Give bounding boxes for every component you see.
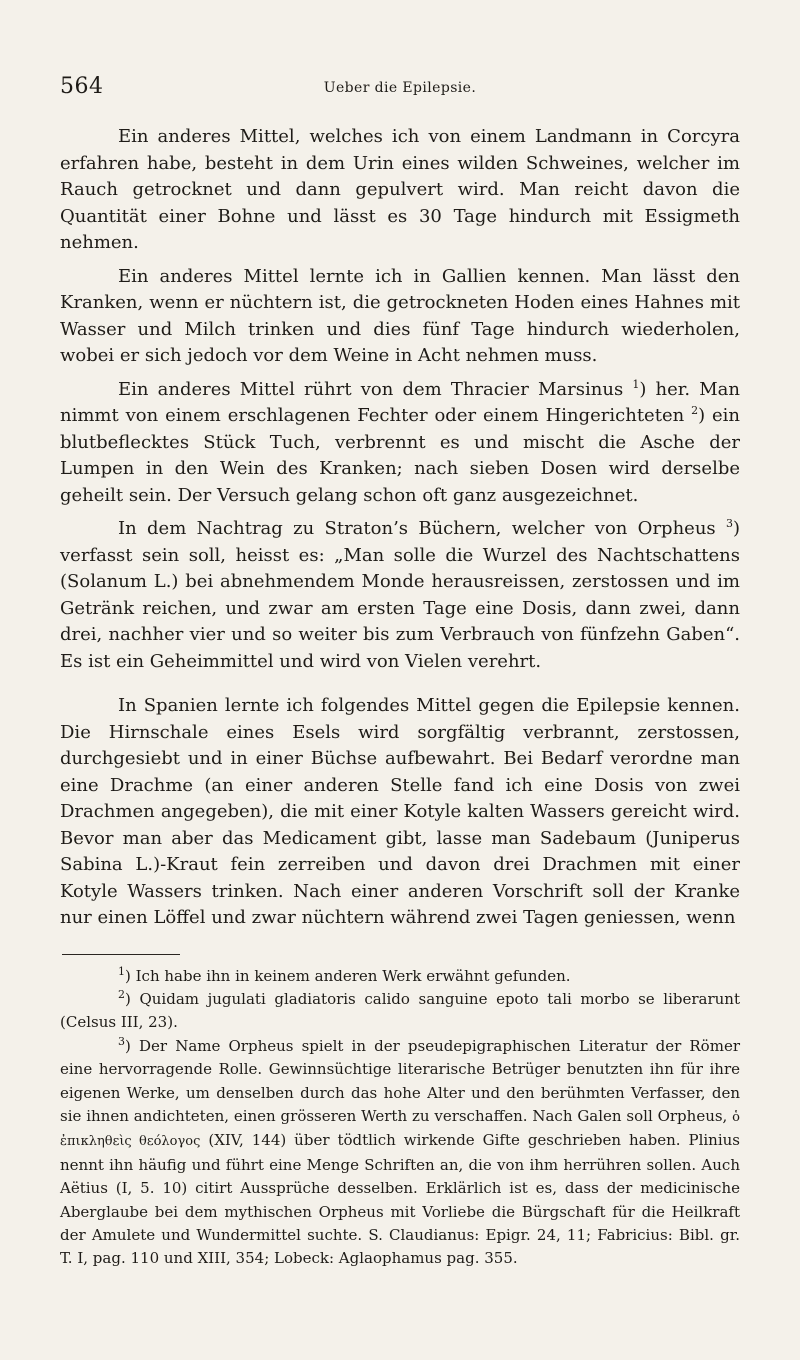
paragraph-2 bbox=[60, 264, 740, 370]
paragraph-2-text: Ein anderes Mittel lernte ich in Gallien kennen. Man lässt den Kranken, wenn er nüchtern ist, die getrockneten Hoden eines Hahnes mit Wasser und Milch trinken und dies fünf Tage hindurch wiederholen, wobei er sich jedoch vor dem Weine in Acht nehmen muss. bbox=[60, 265, 740, 366]
footnote-1-marker: 1 bbox=[118, 964, 125, 978]
footnote-3-greek: ὁ ἐπικληθεὶς θεόλογος bbox=[60, 1109, 740, 1150]
main-text bbox=[60, 124, 740, 932]
footnote-divider bbox=[62, 954, 180, 955]
footnotes bbox=[60, 965, 740, 1271]
paragraph-3-text-c: ) ein blutbeflecktes Stück Tuch, verbrennt es und mischt die Asche der Lumpen in den Wein des Kranken; nach sieben Dosen wird derselbe geheilt sein. Der Versuch gelang schon oft ganz ausgezeichnet. bbox=[60, 405, 740, 506]
paragraph-4 bbox=[60, 516, 740, 675]
footnote-3-marker: 3 bbox=[118, 1034, 125, 1048]
page-number: 564 bbox=[60, 74, 104, 99]
footnote-2-text: ) Quidam jugulati gladiatoris calido sanguine epoto tali morbo se liberarunt (Celsus III, 23). bbox=[60, 989, 740, 1032]
book-page bbox=[60, 70, 740, 1271]
footnote-ref-3: 3 bbox=[725, 517, 733, 530]
paragraph-5: In Spanien lernte ich folgendes Mittel gegen die Epilepsie kennen. Die Hirnschale eines Esels wird sorgfältig verbrannt, zerstossen, durchgesiebt und in einer Büchse aufbewahrt. Bei Bedarf verordne man eine Drachme (an einer anderen Stelle fand ich eine Dosis von zwei Drachmen angegeben), die mit einer Kotyle kalten Wassers gereicht wird. Bevor man aber das Medicament gibt, lasse man Sadebaum (Juniperus Sabina L.)-Kraut fein zerreiben und davon drei Drachmen mit einer Kotyle Wassers trinken. Nach einer anderen Vorschrift soll der Kranke nur einen Löffel und zwar nüchtern während zwei Tagen geniessen, wenn bbox=[60, 695, 740, 928]
footnote-ref-2: 2 bbox=[691, 404, 699, 417]
footnote-ref-1: 1 bbox=[632, 377, 640, 391]
footnote-3-text-b: (XIV, 144) über tödtlich wirkende Gifte geschrieben haben. Plinius nennt ihn häufig und führt eine Menge Schriften an, die von ihm herrühren sollen. Auch Aëtius (I, 5. 10) citirt Aussprüche desselben. Erklärlich ist es, dass der medicinische Aberglaube bei dem mythischen Orpheus mit Vorliebe die Bürgschaft für die Heilkraft der Amulete und Wundermittel suchte. S. Claudianus: Epigr. 24, 11; Fabricius: Bibl. gr. T. I, pag. 110 und XIII, 354; Lobeck: Aglaophamus pag. 355. bbox=[60, 1131, 740, 1268]
paragraph-3-text-b: ) her. Man nimmt von einem erschlagenen Fechter oder einem Hingerichteten bbox=[60, 378, 740, 426]
footnote-3-text-a: ) Der Name Orpheus spielt in der pseudepigraphischen Literatur der Römer eine hervorragende Rolle. Gewinnsüchtige literarische Betrüger benutzten ihn für ihre eigenen Werke, um denselben durch das hohe Alter und den berühmten Verfasser, den sie ihnen andichteten, einen grösseren Werth zu verschaffen. Nach Galen soll Orpheus, bbox=[60, 1036, 740, 1125]
footnote-1-text: ) Ich habe ihn in keinem anderen Werk erwähnt gefunden. bbox=[125, 966, 571, 985]
paragraph-4-text-b: ) verfasst sein soll, heisst es: „Man solle die Wurzel des Nachtschattens (Solanum L.) bei abnehmendem Monde herausreissen, zerstossen und im Getränk reichen, und zwar am ersten Tage eine Dosis, dann zwei, dann drei, nachher vier und so weiter bis zum Verbrauch von fünfzehn Gaben“. Es ist ein Geheimmittel und wird von Vielen verehrt. bbox=[60, 518, 740, 672]
paragraph-3-text-a: Ein anderes Mittel rührt von dem Thracier Marsinus bbox=[118, 378, 624, 400]
running-title: Ueber die Epilepsie. bbox=[323, 80, 477, 96]
paragraph-1: Ein anderes Mittel, welches ich von einem Landmann in Corcyra erfahren habe, besteht in dem Urin eines wilden Schweines, welcher im Rauch getrocknet und dann gepulvert wird. Man reicht davon die Quantität einer Bohne und lässt es 30 Tage hindurch mit Essigmeth nehmen. bbox=[60, 126, 740, 253]
footnote-2-marker: 2 bbox=[118, 987, 125, 1001]
footnote-3 bbox=[60, 1035, 740, 1271]
paragraph-4-text-a: In dem Nachtrag zu Straton’s Büchern, welcher von Orpheus bbox=[118, 518, 716, 539]
page-header bbox=[60, 70, 740, 110]
paragraph-3 bbox=[60, 377, 740, 510]
footnote-1 bbox=[60, 965, 740, 988]
footnote-2 bbox=[60, 988, 740, 1035]
